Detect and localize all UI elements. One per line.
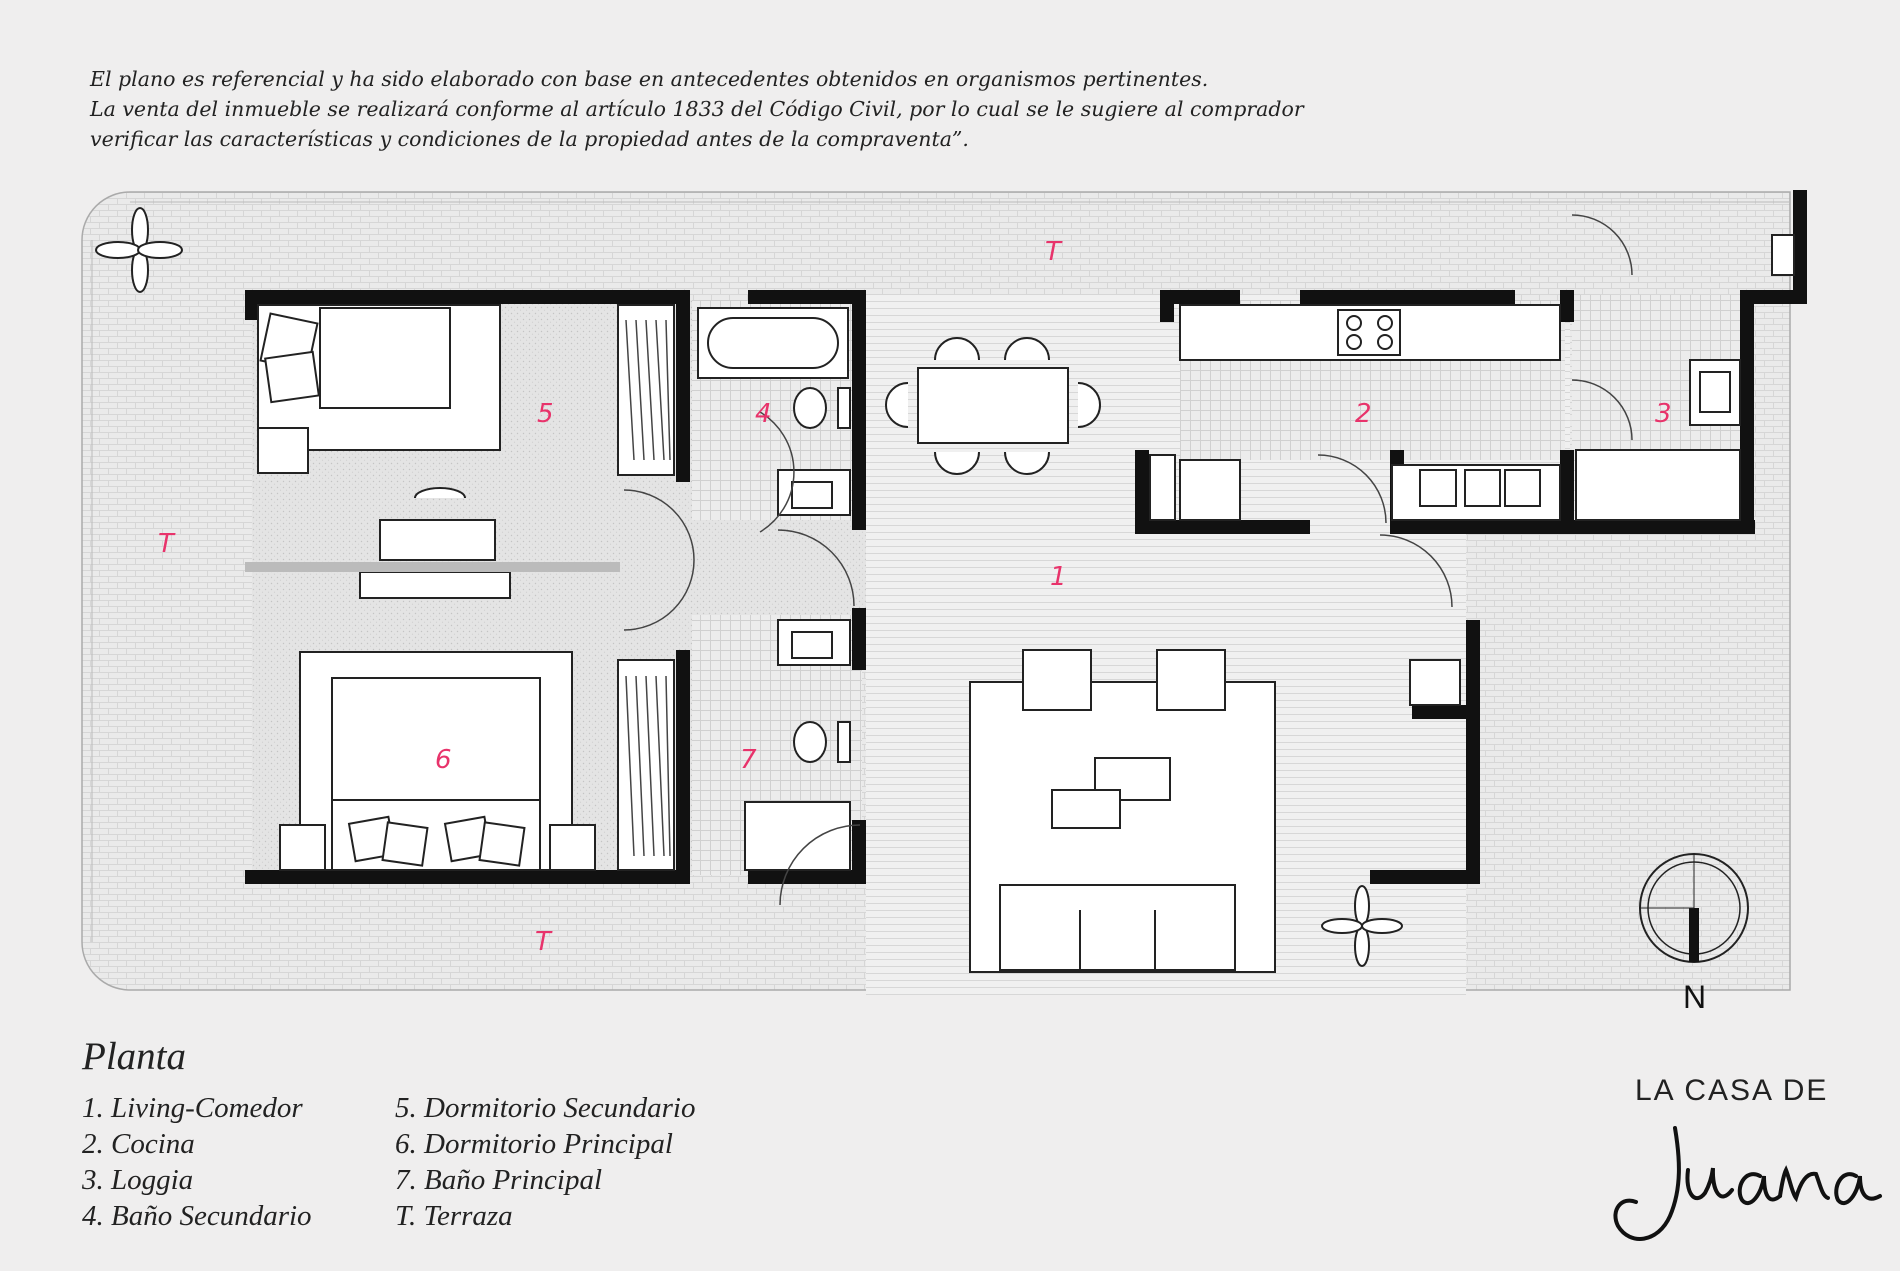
room-label-terrace-top: T bbox=[1045, 237, 1061, 267]
room-label-loggia: 3 bbox=[1655, 399, 1672, 429]
brand-script-logo bbox=[1570, 1098, 1890, 1268]
north-label: N bbox=[1683, 979, 1707, 1015]
room-label-living: 1 bbox=[1050, 562, 1067, 592]
room-label-bath-main: 7 bbox=[740, 745, 757, 775]
brand-logo bbox=[1570, 1070, 1900, 1270]
partition-wall bbox=[245, 562, 620, 572]
legend-title: Planta bbox=[82, 1035, 186, 1078]
legend-item: 4. Baño Secundario bbox=[82, 1200, 312, 1232]
legend-item: 2. Cocina bbox=[82, 1128, 195, 1160]
legend-item: 7. Baño Principal bbox=[395, 1164, 603, 1196]
disclaimer-line-3: verificar las características y condiciones de la propiedad antes de la compraventa”. bbox=[90, 127, 969, 151]
room-label-bath-secondary: 4 bbox=[755, 399, 772, 429]
nightstand bbox=[258, 428, 308, 473]
room-label-bed-secondary: 5 bbox=[537, 399, 554, 429]
legend-column-2 bbox=[395, 1090, 695, 1234]
disclaimer-line-1: El plano es referencial y ha sido elaborado con base en antecedentes obtenidos en organismos pertinentes. bbox=[90, 67, 1209, 91]
room-label-terrace-left: T bbox=[158, 529, 174, 559]
room-label-bed-main: 6 bbox=[435, 745, 452, 775]
legend-item: T. Terraza bbox=[395, 1200, 513, 1232]
legend-item: 5. Dormitorio Secundario bbox=[395, 1092, 696, 1124]
legend-column-1 bbox=[82, 1090, 312, 1234]
legend-item: 1. Living-Comedor bbox=[82, 1092, 303, 1124]
disclaimer-line-2: La venta del inmueble se realizará conforme al artículo 1833 del Código Civil, por lo cual se le sugiere al comprador bbox=[90, 97, 1304, 121]
brand-top-text: LA CASA DE bbox=[1635, 1074, 1829, 1107]
legend-item: 6. Dormitorio Principal bbox=[395, 1128, 673, 1160]
legend-item: 3. Loggia bbox=[82, 1164, 194, 1196]
room-label-terrace-bottom: T bbox=[535, 927, 551, 957]
room-label-kitchen: 2 bbox=[1355, 399, 1372, 429]
